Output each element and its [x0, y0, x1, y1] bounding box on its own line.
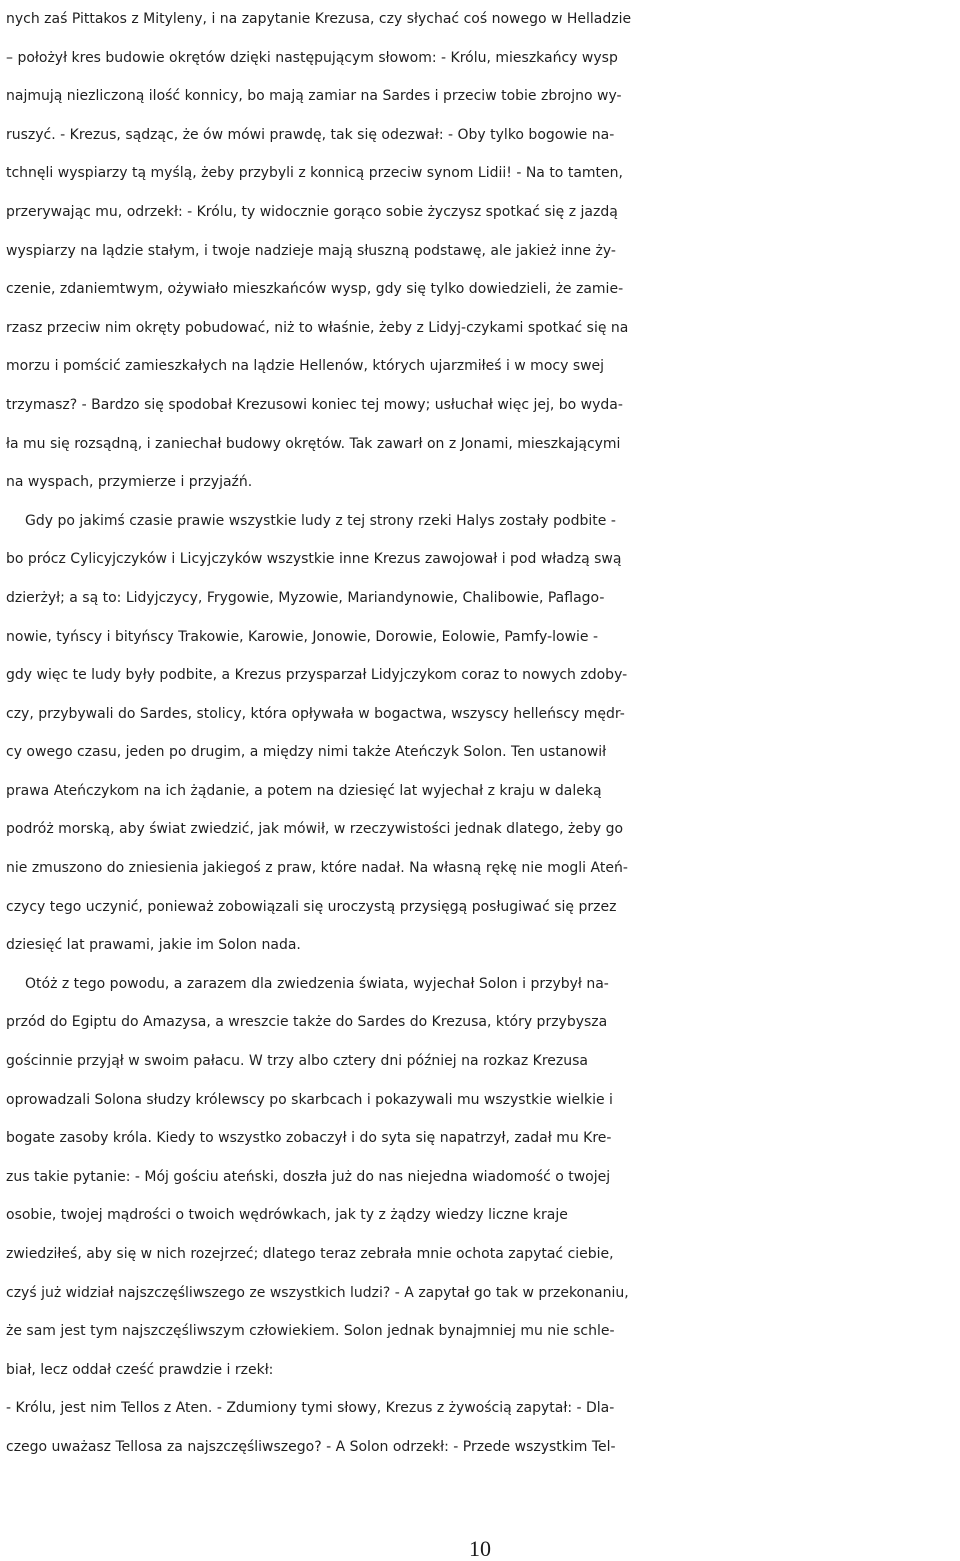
text-line: dziesięć lat prawami, jakie im Solon nada. [6, 937, 301, 954]
text-line: ła mu się rozsądną, i zaniechał budowy okrętów. Tak zawarł on z Jonami, mieszkającymi [6, 435, 621, 452]
paragraph-start-line: Otóż z tego powodu, a zarazem dla zwiedzenia świata, wyjechał Solon i przybył na- [25, 975, 609, 992]
text-line: oprowadzali Solona słudzy królewscy po skarbcach i pokazywali mu wszystkie wielkie i [6, 1091, 613, 1108]
text-line: nowie, tyńscy i bityńscy Trakowie, Karowie, Jonowie, Dorowie, Eolowie, Pamfy-lowie - [6, 628, 599, 645]
text-line: wyspiarzy na lądzie stałym, i twoje nadzieje mają słuszną podstawę, ale jakież inne ży- [6, 242, 616, 259]
text-line: trzymasz? - Bardzo się spodobał Krezusowi koniec tej mowy; usłuchał więc jej, bo wyda- [6, 396, 623, 413]
text-line: - Królu, jest nim Tellos z Aten. - Zdumiony tymi słowy, Krezus z żywością zapytał: - Dla- [6, 1400, 615, 1417]
paragraph-start-line: Gdy po jakimś czasie prawie wszystkie ludy z tej strony rzeki Halys zostały podbite - [25, 512, 616, 529]
text-line: czego uważasz Tellosa za najszczęśliwszego? - A Solon odrzekł: - Przede wszystkim Tel- [6, 1438, 616, 1455]
text-line: czycy tego uczynić, ponieważ zobowiązali się uroczystą przysięgą posługiwać się przez [6, 898, 617, 915]
text-line: osobie, twojej mądrości o twoich wędrówkach, jak ty z żądzy wiedzy liczne kraje [6, 1207, 568, 1224]
text-line: na wyspach, przymierze i przyjaźń. [6, 474, 253, 491]
text-line: czenie, zdaniemtwym, ożywiało mieszkańców wysp, gdy się tylko dowiedzieli, że zamie- [6, 281, 624, 298]
text-line: rzasz przeciw nim okręty pobudować, niż to właśnie, żeby z Lidyj-czykami spotkać się na [6, 319, 629, 336]
text-line: podróż morską, aby świat zwiedzić, jak mówił, w rzeczywistości jednak dlatego, żeby go [6, 821, 624, 838]
text-line: że sam jest tym najszczęśliwszym człowiekiem. Solon jednak bynajmniej mu nie schle- [6, 1323, 615, 1340]
page-number: 10 [469, 1536, 491, 1561]
text-line: bo prócz Cylicyjczyków i Licyjczyków wszystkie inne Krezus zawojował i pod władzą swą [6, 551, 622, 568]
text-line: nie zmuszono do zniesienia jakiegoś z praw, które nadał. Na własną rękę nie mogli Ateń- [6, 860, 628, 877]
text-line: prawa Ateńczykom na ich żądanie, a potem na dziesięć lat wyjechał z kraju w daleką [6, 782, 602, 799]
text-line: tchnęli wyspiarzy tą myślą, żeby przybyli z konnicą przeciw synom Lidii! - Na to tamten, [6, 165, 623, 182]
body-text [6, 3, 960, 1470]
text-line: cy owego czasu, jeden po drugim, a między nimi także Ateńczyk Solon. Ten ustanowił [6, 744, 607, 761]
text-line: zwiedziłeś, aby się w nich rozejrzeć; dlatego teraz zebrała mnie ochota zapytać ciebie, [6, 1246, 614, 1262]
text-line: najmują niezliczoną ilość konnicy, bo mają zamiar na Sardes i przeciw tobie zbrojno wy- [6, 88, 622, 105]
text-line: nych zaś Pittakos z Mityleny, i na zapytanie Krezusa, czy słychać coś nowego w Helladzie [6, 11, 632, 27]
text-line: przerywając mu, odrzekł: - Królu, ty widocznie gorąco sobie życzysz spotkać się z jazdą [6, 203, 618, 220]
text-line: – położył kres budowie okrętów dzięki następującym słowom: - Królu, mieszkańcy wysp [6, 49, 618, 66]
text-line: gościnnie przyjął w swoim pałacu. W trzy albo cztery dni później na rozkaz Krezusa [6, 1053, 588, 1070]
text-line: czyś już widział najszczęśliwszego ze wszystkich ludzi? - A zapytał go tak w przekonaniu, [6, 1284, 629, 1301]
text-line: ruszyć. - Krezus, sądząc, że ów mówi prawdę, tak się odezwał: - Oby tylko bogowie na- [6, 126, 615, 143]
text-line: morzu i pomścić zamieszkałych na lądzie Hellenów, których ujarzmiłeś i w mocy swej [6, 358, 605, 375]
text-line: biał, lecz oddał cześć prawdzie i rzekł: [6, 1361, 274, 1378]
text-line: gdy więc te ludy były podbite, a Krezus przysparzał Lidyjczykom coraz to nowych zdoby- [6, 667, 628, 684]
text-line: czy, przybywali do Sardes, stolicy, która opływała w bogactwa, wszyscy helleńscy mędr- [6, 705, 625, 722]
text-line: bogate zasoby króla. Kiedy to wszystko zobaczył i do syta się napatrzył, zadał mu Kre- [6, 1130, 612, 1147]
text-line: zus takie pytanie: - Mój gościu ateński, doszła już do nas niejedna wiadomość o twojej [6, 1168, 611, 1185]
text-line: dzierżył; a są to: Lidyjczycy, Frygowie, Myzowie, Mariandynowie, Chalibowie, Paflago- [6, 589, 605, 606]
text-line: przód do Egiptu do Amazysa, a wreszcie także do Sardes do Krezusa, który przybysza [6, 1014, 608, 1031]
